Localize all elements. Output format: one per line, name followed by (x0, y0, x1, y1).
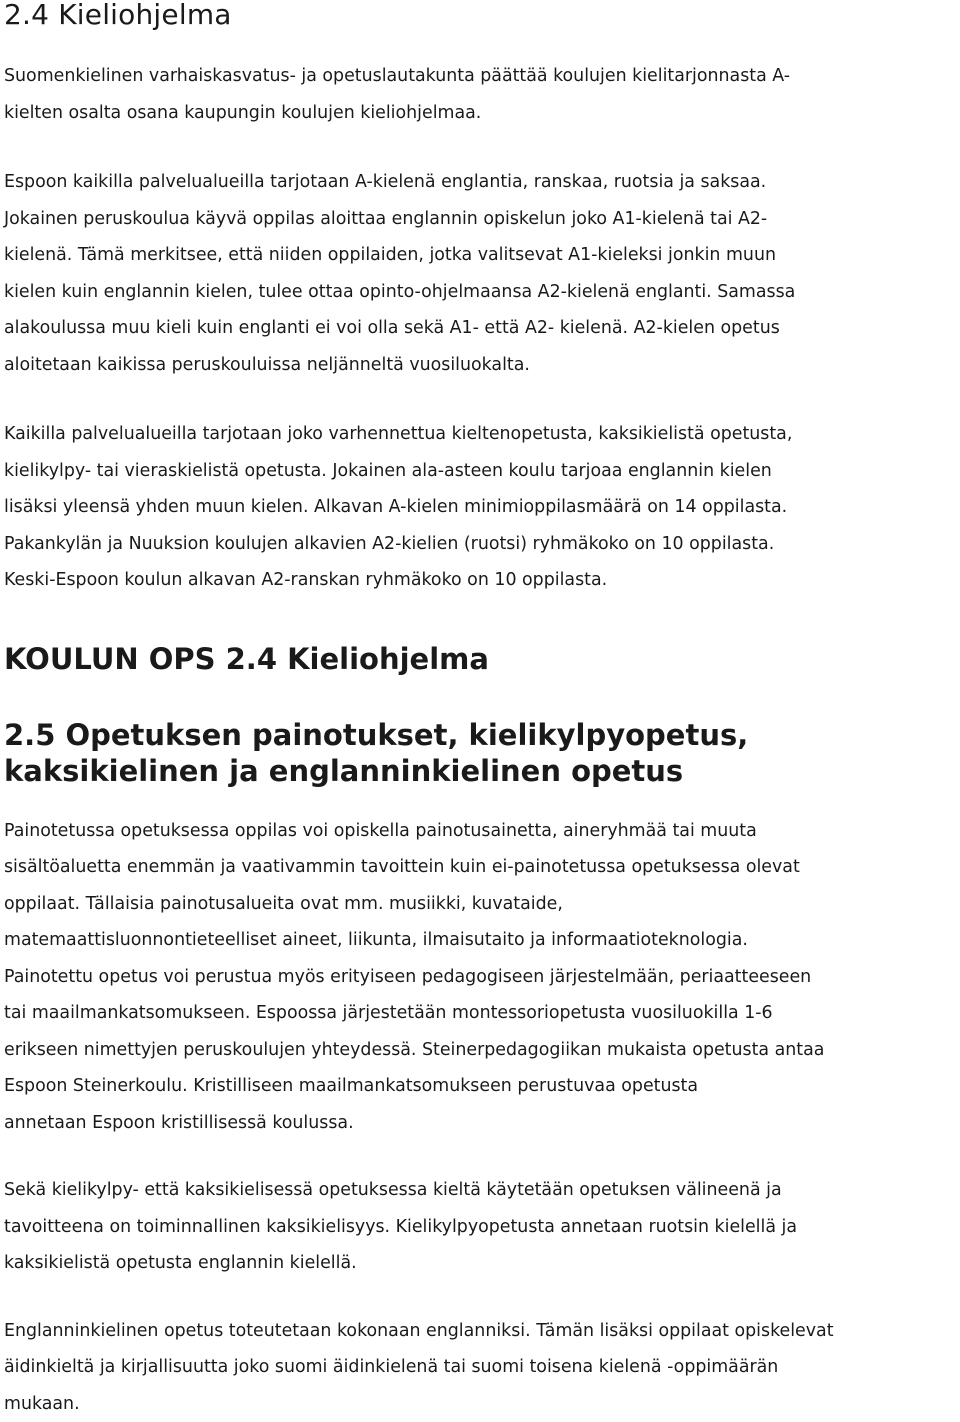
paragraph-line: Englanninkielinen opetus toteutetaan kokonaan englanniksi. Tämän lisäksi oppilaat opiskelevat (4, 1313, 958, 1350)
paragraph-line: kielen kuin englannin kielen, tulee ottaa opinto-ohjelmaansa A2-kielenä englanti. Samassa (4, 274, 958, 311)
paragraph-5 (4, 1172, 958, 1282)
paragraph-line: annetaan Espoon kristillisessä koulussa. (4, 1105, 958, 1142)
paragraph-line: kielenä. Tämä merkitsee, että niiden oppilaiden, jotka valitsevat A1-kieleksi jonkin muun (4, 237, 958, 274)
paragraph-line: Pakankylän ja Nuuksion koulujen alkavien A2-kielien (ruotsi) ryhmäkoko on 10 oppilasta. (4, 526, 958, 563)
paragraph-line: aloitetaan kaikissa peruskouluissa neljänneltä vuosiluokalta. (4, 347, 958, 384)
paragraph-6 (4, 1313, 958, 1422)
paragraph-line: matemaattisluonnontieteelliset aineet, liikunta, ilmaisutaito ja informaatioteknologia. (4, 922, 958, 959)
paragraph-4 (4, 813, 958, 1142)
paragraph-line: Jokainen peruskoulua käyvä oppilas aloittaa englannin opiskelun joko A1-kielenä tai A2- (4, 201, 958, 238)
paragraph-line: kielikylpy- tai vieraskielistä opetusta. Jokainen ala-asteen koulu tarjoaa englannin kielen (4, 453, 958, 490)
paragraph-line: kielten osalta osana kaupungin koulujen kieliohjelmaa. (4, 95, 958, 132)
paragraph-line: äidinkieltä ja kirjallisuutta joko suomi äidinkielenä tai suomi toisena kielenä -oppimäärän (4, 1349, 958, 1386)
paragraph-line: Sekä kielikylpy- että kaksikielisessä opetuksessa kieltä käytetään opetuksen välineenä ja (4, 1172, 958, 1209)
heading-kieliohjelma: 2.4 Kieliohjelma (4, 0, 958, 31)
paragraph-line: tai maailmankatsomukseen. Espoossa järjestetään montessoriopetusta vuosiluokilla 1-6 (4, 995, 958, 1032)
document-page (4, 0, 958, 1422)
paragraph-1 (4, 58, 958, 131)
paragraph-line: Espoon kaikilla palvelualueilla tarjotaan A-kielenä englantia, ranskaa, ruotsia ja saksaa. (4, 164, 958, 201)
heading-line: 2.5 Opetuksen painotukset, kielikylpyopetus, (4, 717, 958, 753)
paragraph-line: oppilaat. Tällaisia painotusalueita ovat mm. musiikki, kuvataide, (4, 886, 958, 923)
paragraph-line: Painotetussa opetuksessa oppilas voi opiskella painotusainetta, aineryhmää tai muuta (4, 813, 958, 850)
paragraph-line: Keski-Espoon koulun alkavan A2-ranskan ryhmäkoko on 10 oppilasta. (4, 562, 958, 599)
heading-koulun-ops: KOULUN OPS 2.4 Kieliohjelma (4, 641, 958, 677)
heading-opetuksen-painotukset (4, 717, 958, 789)
paragraph-line: erikseen nimettyjen peruskoulujen yhteydessä. Steinerpedagogiikan mukaista opetusta antaa (4, 1032, 958, 1069)
paragraph-line: Espoon Steinerkoulu. Kristilliseen maailmankatsomukseen perustuvaa opetusta (4, 1068, 958, 1105)
paragraph-2 (4, 164, 958, 383)
heading-line: kaksikielinen ja englanninkielinen opetus (4, 753, 958, 789)
paragraph-3 (4, 416, 958, 599)
paragraph-line: mukaan. (4, 1386, 958, 1422)
paragraph-line: Suomenkielinen varhaiskasvatus- ja opetuslautakunta päättää koulujen kielitarjonnasta A- (4, 58, 958, 95)
paragraph-line: Painotettu opetus voi perustua myös erityiseen pedagogiseen järjestelmään, periaatteeseen (4, 959, 958, 996)
paragraph-line: kaksikielistä opetusta englannin kielellä. (4, 1245, 958, 1282)
paragraph-line: tavoitteena on toiminnallinen kaksikielisyys. Kielikylpyopetusta annetaan ruotsin kielellä ja (4, 1209, 958, 1246)
paragraph-line: alakoulussa muu kieli kuin englanti ei voi olla sekä A1- että A2- kielenä. A2-kielen opetus (4, 310, 958, 347)
paragraph-line: Kaikilla palvelualueilla tarjotaan joko varhennettua kieltenopetusta, kaksikielistä opetusta, (4, 416, 958, 453)
paragraph-line: sisältöaluetta enemmän ja vaativammin tavoittein kuin ei-painotetussa opetuksessa olevat (4, 849, 958, 886)
paragraph-line: lisäksi yleensä yhden muun kielen. Alkavan A-kielen minimioppilasmäärä on 14 oppilasta. (4, 489, 958, 526)
